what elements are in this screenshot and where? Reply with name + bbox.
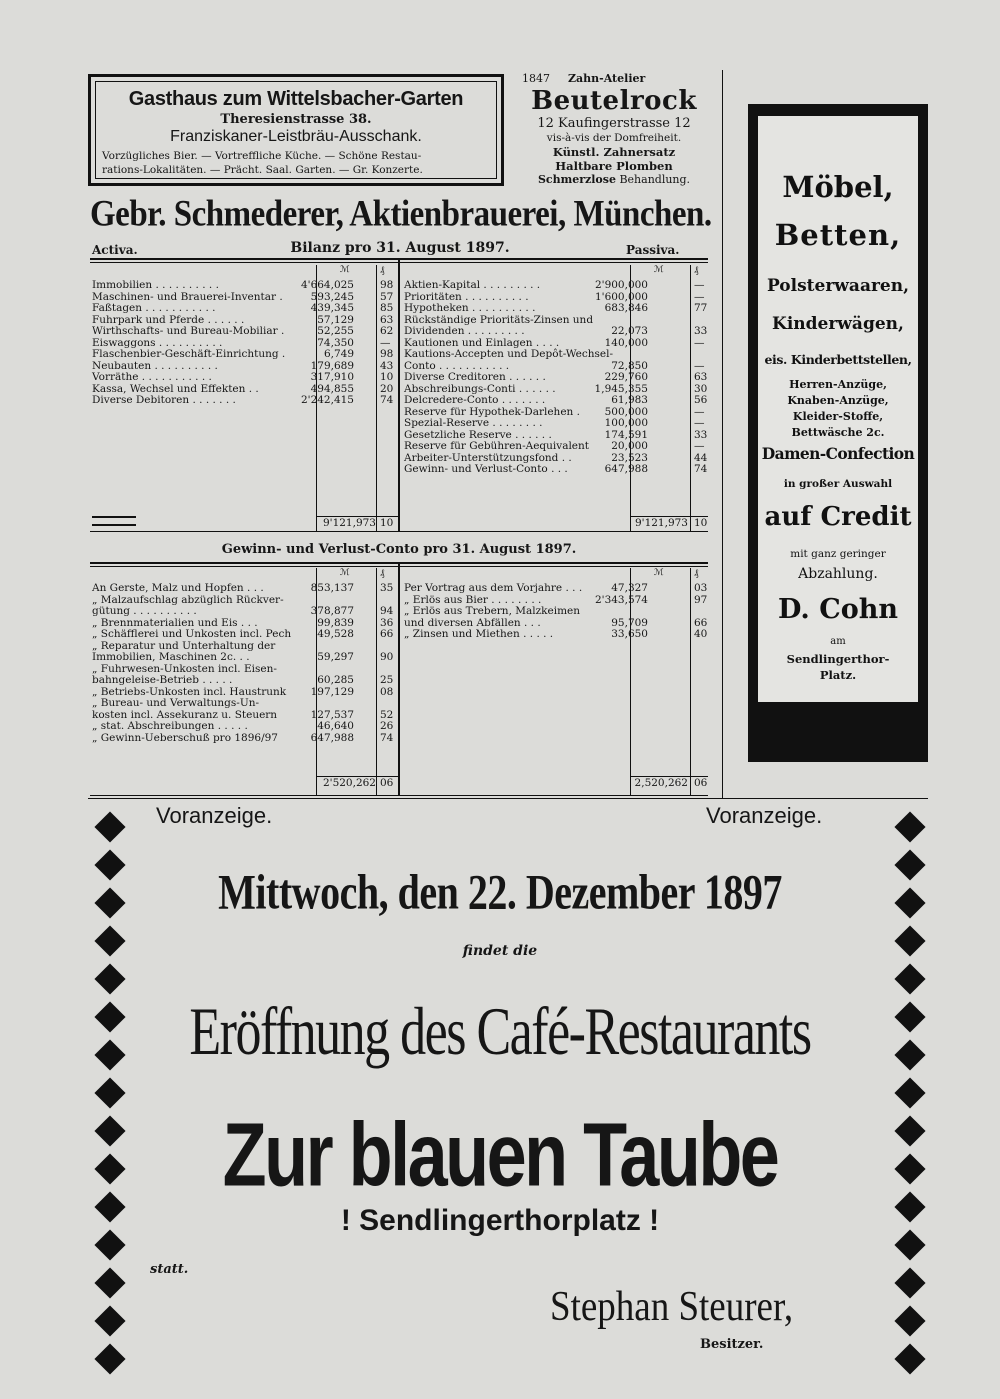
- beutelrock-name: Beutelrock: [531, 86, 697, 116]
- ledger-label: „ Betriebs-Unkosten incl. Haustrunk: [92, 685, 287, 698]
- ledger-mark: 439,345: [310, 302, 354, 314]
- voranzeige-right: Voranzeige.: [706, 803, 823, 828]
- ledger-row: [92, 675, 398, 687]
- moebel-line-10: Damen-Confection: [761, 444, 915, 463]
- ledger-label: Flaschenbier-Geschäft-Einrichtung .: [92, 348, 286, 360]
- beutelrock-line-1: Künstl. Zahnersatz: [552, 145, 676, 159]
- moebel-line-4: Kinderwägen,: [772, 314, 904, 334]
- soll-total-pf: 06: [380, 777, 394, 789]
- ledger-label: „ Zinsen und Miethen . . . . .: [404, 628, 554, 640]
- ledger-mark: 57,129: [317, 313, 354, 326]
- ledger-mark: 683,846: [604, 302, 648, 314]
- soll-total-mark: 2'520,262: [323, 777, 376, 789]
- ledger-mark: 2'900,000: [595, 279, 648, 291]
- diamond-ornament: [894, 1077, 925, 1108]
- ledger-row: [92, 698, 398, 710]
- owner-role: Besitzer.: [700, 1337, 764, 1352]
- ledger-label: Eiswaggons . . . . . . . . . .: [92, 336, 223, 349]
- ledger-mark: 47,327: [611, 582, 648, 594]
- activa-dash-2: [92, 524, 136, 526]
- ledger-label: Kautionen und Einlagen . . . .: [404, 336, 560, 349]
- diamond-ornament: [894, 1153, 925, 1184]
- diamond-ornament: [894, 925, 925, 956]
- beutelrock-line-3b: Behandlung.: [619, 173, 691, 186]
- location: ! Sendlingerthorplatz !: [340, 1204, 660, 1237]
- beutelrock-line-3: [508, 173, 720, 186]
- ledger-label: Vorräthe . . . . . . . . . . .: [92, 371, 212, 383]
- beutelrock-kind: Zahn-Atelier: [568, 72, 646, 85]
- ledger-pfennig: 20: [380, 382, 394, 395]
- ledger-label: Kassa, Wechsel und Effekten . .: [92, 382, 259, 395]
- ledger-mark: 23,523: [611, 451, 648, 464]
- ledger-label: Fuhrpark und Pferde . . . . . .: [92, 313, 245, 326]
- ledger-label: bahngeleise-Betrieb . . . . .: [92, 674, 233, 686]
- ledger-label: Delcredere-Conto . . . . . . .: [404, 394, 546, 406]
- diamond-ornament: [94, 963, 125, 994]
- diamond-ornament: [894, 1001, 925, 1032]
- haben-mark-head: ℳ: [654, 568, 664, 578]
- diamond-ornament: [94, 1115, 125, 1146]
- ledger-label: Conto . . . . . . . . . . .: [404, 359, 510, 372]
- ledger-mark: 6,749: [323, 348, 354, 360]
- moebel-bottom-bar: [758, 702, 918, 750]
- diamond-ornament: [894, 1267, 925, 1298]
- ledger-mark: 95,709: [611, 616, 648, 629]
- guv-rule-bottom: [90, 795, 708, 796]
- diamond-ornament: [94, 849, 125, 880]
- ledger-label: Wirthschafts- und Bureau-Mobiliar .: [92, 325, 285, 337]
- gasthaus-line-1: Vorzügliches Bier. — Vortreffliche Küche. — Schöne Restau-: [102, 150, 422, 162]
- ledger-label: Diverse Creditoren . . . . . .: [404, 371, 546, 383]
- ledger-mark: 99,839: [317, 616, 354, 629]
- moebel-line-8: Kleider-Stoffe,: [792, 410, 884, 423]
- ledger-label: Gewinn- und Verlust-Conto . . .: [404, 463, 568, 475]
- ledger-label: „ Fuhrwesen-Unkosten incl. Eisen-: [92, 662, 277, 675]
- diamond-ornament: [894, 811, 925, 842]
- ledger-label: „ stat. Abschreibungen . . . . .: [92, 720, 248, 732]
- ledger-label: und diversen Abfällen . . .: [404, 616, 541, 629]
- ledger-mark: 127,537: [310, 708, 354, 721]
- beutelrock-near: vis-à-vis der Domfreiheit.: [546, 132, 682, 144]
- ledger-pfennig: —: [694, 405, 705, 418]
- ledger-pfennig: 90: [380, 651, 394, 663]
- ledger-mark: 4'664,025: [301, 279, 354, 291]
- ledger-row: [404, 280, 708, 292]
- ledger-pfennig: 52: [380, 708, 394, 721]
- moebel-line-15: D. Cohn: [777, 594, 898, 625]
- ledger-mark: 22,073: [611, 325, 648, 337]
- ledger-pfennig: 26: [380, 720, 394, 732]
- ledger-label: Maschinen- und Brauerei-Inventar .: [92, 290, 283, 303]
- activa-mark-head: ℳ: [340, 265, 350, 275]
- owner-name: Stephan Steurer,: [550, 1283, 794, 1331]
- bilanz-title: Bilanz pro 31. August 1897.: [290, 240, 510, 256]
- ledger-mark: 59,297: [317, 651, 354, 663]
- ledger-row: [92, 349, 398, 361]
- moebel-line-17: Sendlingerthor-: [786, 652, 890, 666]
- ledger-pfennig: 43: [380, 359, 394, 372]
- ledger-row: [404, 303, 708, 315]
- ledger-label: „ Erlös aus Trebern, Malzkeimen: [404, 605, 581, 617]
- ledger-pfennig: 62: [380, 325, 394, 337]
- ledger-pfennig: 40: [694, 628, 708, 640]
- column-rule: [722, 70, 723, 798]
- ledger-pfennig: 30: [694, 382, 708, 395]
- ledger-mark: 647,988: [310, 731, 354, 744]
- ledger-label: Dividenden . . . . . . . . .: [404, 325, 525, 337]
- ledger-pfennig: 08: [380, 685, 394, 698]
- bilanz-rule-bottom: [90, 531, 708, 532]
- moebel-cohn-ad: [748, 104, 928, 762]
- ledger-label: „ Brennmaterialien und Eis . . .: [92, 616, 258, 629]
- moebel-line-18: Platz.: [819, 668, 857, 682]
- beutelrock-address: 12 Kaufingerstrasse 12: [537, 116, 691, 131]
- ledger-mark: 60,285: [317, 674, 354, 686]
- ledger-row: [404, 629, 708, 641]
- moebel-line-3: Polsterwaaren,: [766, 276, 910, 296]
- moebel-line-11: in großer Auswahl: [783, 478, 893, 490]
- ledger-row: [92, 395, 398, 407]
- ledger-pfennig: 74: [380, 394, 394, 406]
- ledger-label: Neubauten . . . . . . . . . .: [92, 359, 218, 372]
- ledger-pfennig: 66: [694, 616, 708, 629]
- bilanz-center-rule: [398, 260, 400, 532]
- ledger-label: Diverse Debitoren . . . . . . .: [92, 394, 236, 406]
- diamond-ornament: [94, 1153, 125, 1184]
- ledger-row: [404, 441, 708, 453]
- ledger-pfennig: —: [694, 336, 705, 349]
- diamond-border-left: [92, 810, 130, 1370]
- ledger-label: gütung . . . . . . . . . .: [92, 605, 197, 617]
- passiva-pf-head: ₰: [694, 266, 699, 276]
- diamond-ornament: [894, 1343, 925, 1374]
- ledger-label: Reserve für Hypothek-Darlehen .: [404, 405, 580, 418]
- ledger-mark: 33,650: [611, 628, 648, 640]
- eroeffnung: Eröffnung des Café-Restaurants: [189, 995, 811, 1070]
- guv-title: Gewinn- und Verlust-Conto pro 31. August 1897.: [221, 542, 577, 557]
- diamond-ornament: [894, 963, 925, 994]
- ledger-mark: 52,255: [317, 325, 354, 337]
- ledger-label: Kautions-Accepten und Depôt-Wechsel-: [404, 348, 614, 360]
- ledger-label: Immobilien . . . . . . . . . .: [92, 279, 219, 291]
- ledger-pfennig: 66: [380, 628, 394, 640]
- ledger-pfennig: 97: [694, 593, 708, 606]
- ledger-label: Abschreibungs-Conti . . . . . .: [404, 382, 556, 395]
- ledger-pfennig: 74: [380, 731, 394, 744]
- ledger-label: Prioritäten . . . . . . . . . .: [404, 290, 529, 303]
- activa-pf-head: ₰: [380, 266, 385, 276]
- diamond-ornament: [94, 1343, 125, 1374]
- ledger-row: [404, 464, 708, 476]
- ledger-label: Spezial-Reserve . . . . . . . .: [404, 417, 543, 429]
- ledger-mark: 1,945,355: [594, 382, 648, 395]
- diamond-ornament: [894, 1229, 925, 1260]
- ledger-mark: 174,591: [604, 428, 648, 441]
- ledger-row: [92, 372, 398, 384]
- ledger-mark: 197,129: [310, 685, 354, 698]
- voranzeige-left: Voranzeige.: [156, 803, 273, 828]
- ledger-row: [404, 395, 708, 407]
- ledger-row: [92, 606, 398, 618]
- soll-mark-head: ℳ: [340, 568, 350, 578]
- ledger-label: Immobilien, Maschinen 2c. . .: [92, 651, 250, 663]
- passiva-label: Passiva.: [626, 243, 680, 257]
- ledger-label: Rückständige Prioritäts-Zinsen und: [404, 313, 594, 326]
- ledger-mark: 229,760: [604, 371, 648, 383]
- diamond-ornament: [894, 1305, 925, 1336]
- ledger-row: [92, 303, 398, 315]
- diamond-ornament: [894, 1039, 925, 1070]
- moebel-line-5: eis. Kinderbettstellen,: [764, 352, 912, 367]
- ledger-pfennig: 36: [380, 616, 394, 629]
- diamond-ornament: [94, 887, 125, 918]
- ledger-mark: 140,000: [604, 336, 648, 349]
- ledger-row: [92, 583, 398, 595]
- statt: statt.: [150, 1262, 189, 1277]
- beutelrock-year: 1847: [522, 72, 550, 85]
- ledger-label: „ Erlös aus Bier . . . . . . . .: [404, 593, 542, 606]
- ledger-pfennig: 74: [694, 463, 708, 475]
- haben-total-pf: 06: [694, 777, 708, 789]
- ledger-row: [92, 652, 398, 664]
- ledger-pfennig: 44: [694, 451, 708, 464]
- ledger-mark: 853,137: [310, 582, 354, 594]
- beutelrock-ad: [508, 70, 720, 188]
- activa-list: [92, 280, 398, 407]
- gasthaus-address: Theresienstrasse 38.: [220, 112, 372, 127]
- ledger-pfennig: 35: [380, 582, 394, 594]
- activa-total-mark: 9'121,973: [323, 517, 376, 529]
- ledger-row: [404, 326, 708, 338]
- ledger-mark: 593,245: [310, 290, 354, 303]
- beutelrock-line-2: Haltbare Plomben: [555, 159, 673, 173]
- ledger-mark: 179,689: [310, 359, 354, 372]
- event-date: Mittwoch, den 22. Dezember 1897: [218, 863, 782, 920]
- soll-pf-head: ₰: [380, 569, 385, 579]
- ledger-label: Arbeiter-Unterstützungsfond . .: [404, 451, 572, 464]
- diamond-ornament: [94, 1229, 125, 1260]
- ledger-row: [404, 606, 708, 618]
- diamond-ornament: [894, 1115, 925, 1146]
- moebel-line-1: Möbel,: [782, 170, 894, 204]
- passiva-total-pf: 10: [694, 517, 708, 529]
- ledger-pfennig: 56: [694, 394, 708, 406]
- ledger-pfennig: 33: [694, 325, 708, 337]
- ledger-row: [92, 733, 398, 745]
- ledger-pfennig: —: [694, 440, 705, 452]
- ledger-mark: 2'242,415: [301, 394, 354, 406]
- moebel-line-12: auf Credit: [764, 502, 912, 532]
- passiva-total-mark: 9'121,973: [635, 517, 688, 529]
- section-rule: [88, 798, 928, 799]
- ledger-mark: 378,877: [310, 605, 354, 617]
- moebel-line-13: mit ganz geringer: [790, 548, 886, 560]
- ledger-label: Faßtagen . . . . . . . . . . .: [92, 302, 216, 314]
- ledger-label: Gesetzliche Reserve . . . . . .: [404, 428, 552, 441]
- ledger-pfennig: 85: [380, 302, 394, 314]
- ledger-pfennig: 77: [694, 302, 708, 314]
- findet-die: findet die: [462, 943, 538, 959]
- beutelrock-line-3a: Schmerzlose: [537, 173, 616, 186]
- ledger-pfennig: 63: [380, 313, 394, 326]
- ledger-mark: 74,350: [317, 336, 354, 349]
- activa-total-pf: 10: [380, 517, 394, 529]
- gasthaus-beer: Franziskaner-Leistbräu-Ausschank.: [170, 128, 422, 145]
- ledger-pfennig: 63: [694, 371, 708, 383]
- brauerei-title: Gebr. Schmederer, Aktienbrauerei, München.: [90, 194, 712, 235]
- ledger-label: „ Reparatur und Unterhaltung der: [92, 639, 276, 652]
- moebel-line-14: Abzahlung.: [798, 566, 878, 582]
- ledger-pfennig: —: [694, 279, 705, 291]
- ledger-pfennig: 94: [380, 605, 394, 617]
- diamond-ornament: [94, 1077, 125, 1108]
- diamond-ornament: [94, 925, 125, 956]
- ledger-pfennig: —: [380, 336, 391, 349]
- passiva-mark-head: ℳ: [654, 265, 664, 275]
- ledger-mark: 500,000: [604, 405, 648, 418]
- diamond-ornament: [94, 1267, 125, 1298]
- ledger-row: [404, 372, 708, 384]
- ledger-label: kosten incl. Assekuranz u. Steuern: [92, 708, 278, 721]
- activa-label: Activa.: [92, 243, 138, 257]
- ledger-mark: 49,528: [317, 628, 354, 640]
- ledger-pfennig: 98: [380, 279, 394, 291]
- ledger-mark: 647,988: [604, 463, 648, 475]
- guv-center-rule: [398, 564, 400, 796]
- ledger-label: An Gerste, Malz und Hopfen . . .: [92, 582, 264, 594]
- ledger-row: [92, 326, 398, 338]
- ledger-row: [404, 418, 708, 430]
- ledger-pfennig: —: [694, 290, 705, 303]
- ledger-mark: 46,640: [317, 720, 354, 732]
- diamond-ornament: [894, 1191, 925, 1222]
- ledger-label: „ Malzaufschlag abzüglich Rückver-: [92, 593, 284, 606]
- ledger-pfennig: 57: [380, 290, 394, 303]
- restaurant-name: Zur blauen Taube: [222, 1105, 778, 1206]
- ledger-label: Reserve für Gebühren-Aequivalent: [404, 440, 590, 452]
- ledger-mark: 494,855: [310, 382, 354, 395]
- gasthaus-title: Gasthaus zum Wittelsbacher-Garten: [128, 88, 464, 110]
- ledger-mark: 20,000: [611, 440, 648, 452]
- moebel-line-16: am: [830, 636, 846, 647]
- ledger-row: [92, 721, 398, 733]
- diamond-ornament: [94, 811, 125, 842]
- passiva-list: [404, 280, 708, 476]
- ledger-row: [404, 349, 708, 361]
- diamond-ornament: [94, 1305, 125, 1336]
- ledger-label: Per Vortrag aus dem Vorjahre . . .: [404, 582, 583, 594]
- ledger-row: [404, 583, 708, 595]
- ledger-pfennig: —: [694, 417, 705, 429]
- ledger-mark: 317,910: [310, 371, 354, 383]
- ledger-label: „ Gewinn-Ueberschuß pro 1896/97: [92, 731, 278, 744]
- moebel-line-2: Betten,: [774, 218, 902, 252]
- ledger-label: „ Bureau- und Verwaltungs-Un-: [92, 697, 260, 709]
- ledger-mark: 1'600,000: [595, 290, 648, 303]
- ledger-label: Hypotheken . . . . . . . . . .: [404, 302, 536, 314]
- haben-total-mark: 2,520,262: [634, 777, 688, 789]
- ledger-row: [92, 629, 398, 641]
- diamond-border-right: [892, 810, 930, 1370]
- moebel-line-7: Knaben-Anzüge,: [787, 394, 889, 407]
- haben-pf-head: ₰: [694, 569, 699, 579]
- gasthaus-ad: [88, 74, 504, 186]
- diamond-ornament: [94, 1001, 125, 1032]
- ledger-pfennig: 98: [380, 348, 394, 360]
- ledger-mark: 100,000: [604, 417, 648, 429]
- haben-list: [404, 583, 708, 641]
- ledger-mark: 72,850: [611, 359, 648, 372]
- ledger-row: [92, 280, 398, 292]
- ledger-pfennig: 33: [694, 428, 708, 441]
- ledger-mark: 2'343,574: [595, 593, 648, 606]
- ledger-pfennig: —: [694, 359, 705, 372]
- diamond-ornament: [894, 849, 925, 880]
- diamond-ornament: [94, 1191, 125, 1222]
- gasthaus-line-2: rations-Lokalitäten. — Prächt. Saal. Garten. — Gr. Konzerte.: [102, 164, 423, 176]
- ledger-label: „ Schäfflerei und Unkosten incl. Pech: [92, 628, 292, 640]
- ledger-pfennig: 10: [380, 371, 394, 383]
- soll-list: [92, 583, 398, 744]
- diamond-ornament: [894, 887, 925, 918]
- ledger-mark: 61,983: [611, 394, 648, 406]
- moebel-line-9: Bettwäsche 2c.: [791, 426, 885, 439]
- activa-dash-1: [92, 516, 136, 518]
- moebel-line-6: Herren-Anzüge,: [789, 378, 887, 391]
- ledger-pfennig: 03: [694, 582, 708, 594]
- diamond-ornament: [94, 1039, 125, 1070]
- ledger-label: Aktien-Kapital . . . . . . . . .: [404, 279, 541, 291]
- ledger-pfennig: 25: [380, 674, 394, 686]
